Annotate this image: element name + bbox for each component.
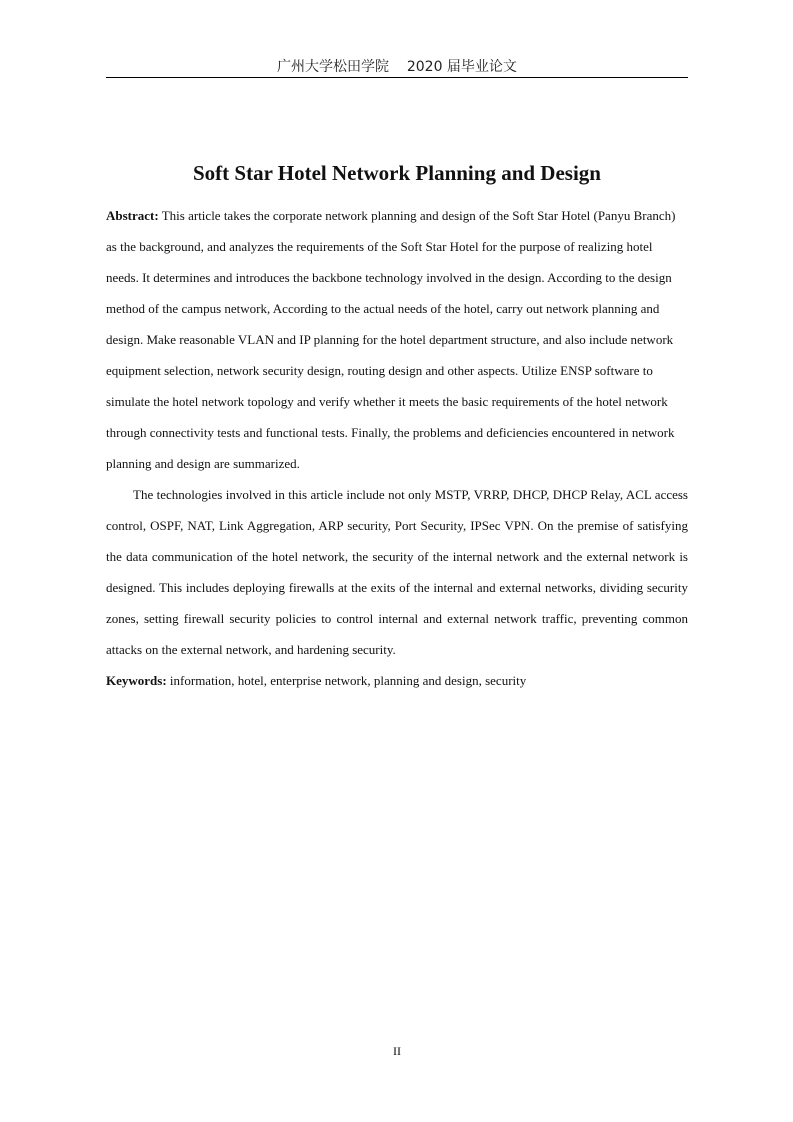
- running-header: 广州大学松田学院 2020 届毕业论文: [277, 59, 517, 75]
- abstract-label: Abstract:: [106, 208, 159, 223]
- keywords-text: information, hotel, enterprise network, planning and design, security: [166, 673, 527, 688]
- keywords-label: Keywords:: [106, 673, 167, 688]
- abstract-paragraph: [106, 200, 688, 479]
- page-number: II: [393, 1044, 401, 1058]
- technologies-paragraph: The technologies involved in this article include not only MSTP, VRRP, DHCP, DHCP Relay, ACL access control, OSPF, NAT, Link Aggregation, ARP security, Port Security, IPSec VPN. On the premise of satisfying the data communication of the hotel network, the security of the internal network and the external network is designed. This includes deploying firewalls at the exits of the internal and external networks, dividing security zones, setting firewall security policies to control internal and external network traffic, preventing common attacks on the external network, and hardening security.: [106, 487, 688, 657]
- header-rule: [106, 77, 688, 78]
- document-title: Soft Star Hotel Network Planning and Design: [193, 161, 601, 185]
- keywords-paragraph: [106, 665, 688, 696]
- abstract-text: This article takes the corporate network planning and design of the Soft Star Hotel (Panyu Branch) as the background, and analyzes the requirements of the Soft Star Hotel for the purpose of realizing hotel needs. It determines and introduces the backbone technology involved in the design. According to the design method of the campus network, According to the actual needs of the hotel, carry out network planning and design. Make reasonable VLAN and IP planning for the hotel department structure, and also include network equipment selection, network security design, routing design and other aspects. Utilize ENSP software to simulate the hotel network topology and verify whether it meets the basic requirements of the hotel network through connectivity tests and functional tests. Finally, the problems and deficiencies encountered in network planning and design are summarized.: [106, 208, 676, 471]
- abstract-section: [106, 200, 688, 696]
